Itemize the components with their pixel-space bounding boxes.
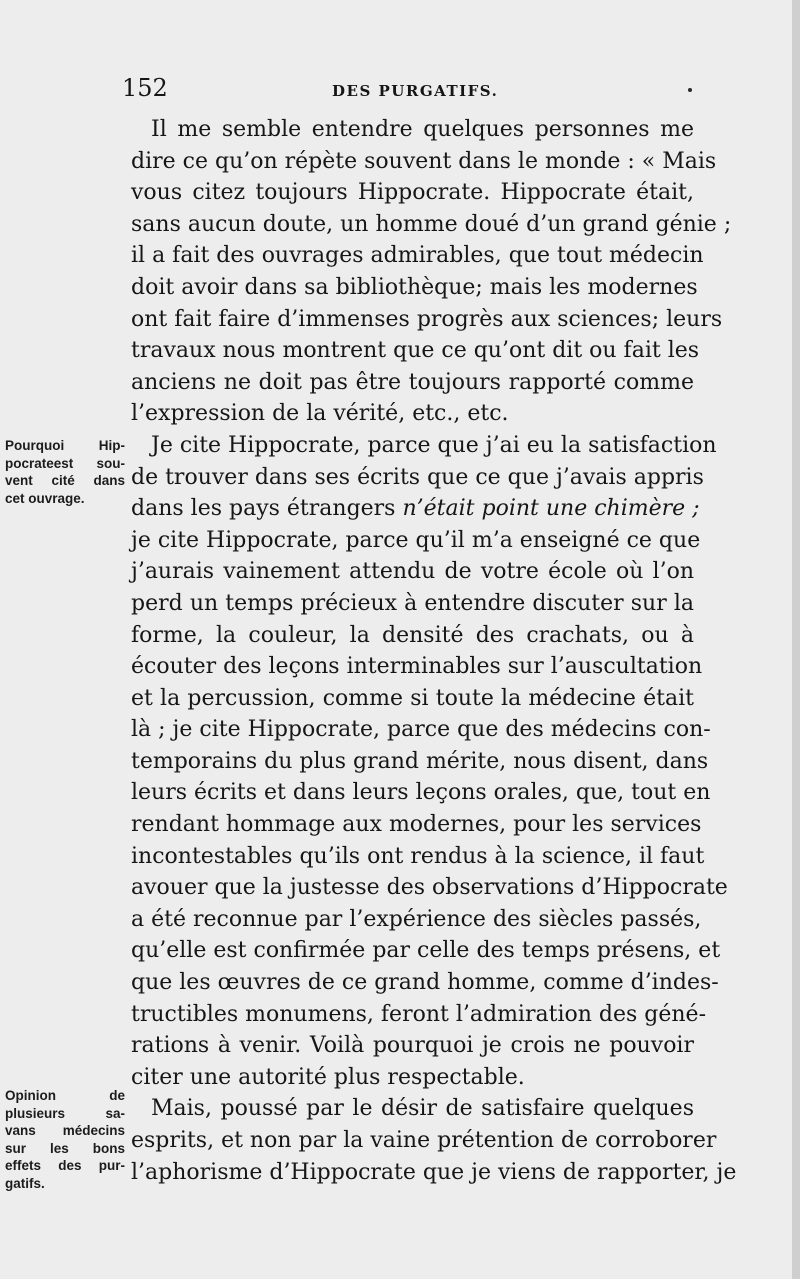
text-line: et la percussion, comme si toute la médecine était xyxy=(131,685,694,711)
margin-note-line: cet ouvrage. xyxy=(5,490,85,506)
running-head: DES PURGATIFS. xyxy=(332,82,499,100)
text-line: Mais, poussé par le désir de satisfaire quelques xyxy=(151,1096,694,1122)
text-line: avouer que la justesse des observations d’Hippocrate xyxy=(131,875,728,901)
text-line: l’aphorisme d’Hippocrate que je viens de rapporter, je xyxy=(131,1159,737,1185)
text-line: sans aucun doute, un homme doué d’un grand génie ; xyxy=(131,211,732,237)
text-line: anciens ne doit pas être toujours rapporté comme xyxy=(131,369,694,395)
text-line: j’aurais vainement attendu de votre école où l’on xyxy=(131,559,694,585)
text-line: écouter des leçons interminables sur l’auscultation xyxy=(131,654,703,680)
text-line: doit avoir dans sa bibliothèque; mais les modernes xyxy=(131,274,698,300)
text-line: a été reconnue par l’expérience des siècles passés, xyxy=(131,906,702,932)
margin-note-line: vans médecins xyxy=(5,1123,125,1138)
margin-note-line: sur les bons xyxy=(5,1140,125,1156)
text-line: leurs écrits et dans leurs leçons orales, que, tout en xyxy=(131,780,711,806)
page-number: 152 xyxy=(122,74,168,102)
text-line: rations à venir. Voilà pourquoi je crois ne pouvoir xyxy=(131,1033,694,1059)
text-line: perd un temps précieux à entendre discuter sur la xyxy=(131,590,694,616)
text-line: ont fait faire d’immenses progrès aux sciences; leurs xyxy=(131,306,723,332)
text-line: que les œuvres de ce grand homme, comme d’indes- xyxy=(131,970,719,996)
margin-note-line: gatifs. xyxy=(5,1175,45,1191)
text-line: vous citez toujours Hippocrate. Hippocrate était, xyxy=(131,180,694,206)
text-line: esprits, et non par la vaine prétention de corroborer xyxy=(131,1128,717,1153)
margin-note-line: vent cité dans xyxy=(5,473,125,488)
margin-note-line: plusieurs sa- xyxy=(5,1105,125,1121)
text-line: temporains du plus grand mérite, nous disent, dans xyxy=(131,748,709,774)
text-line: de trouver dans ses écrits que ce que j’avais appris xyxy=(131,464,704,490)
margin-note-opinion xyxy=(5,1087,125,1192)
margin-note-line: effets des pur- xyxy=(5,1158,125,1173)
text-segment: dans les pays étrangers xyxy=(131,496,396,522)
italic-phrase: n’était point une chimère ; xyxy=(402,496,700,522)
margin-note-hippocrate xyxy=(5,437,125,507)
margin-note-line: pocrateest sou- xyxy=(5,455,125,471)
body-text xyxy=(131,114,737,1188)
page-edge xyxy=(792,0,800,1279)
text-line: Il me semble entendre quelques personnes me xyxy=(151,117,694,142)
text-line: il a fait des ouvrages admirables, que tout médecin xyxy=(131,243,704,269)
text-line-with-italic xyxy=(131,493,700,525)
margin-note-line: Pourquoi Hip- xyxy=(5,438,125,453)
text-line: là ; je cite Hippocrate, parce que des médecins con- xyxy=(131,717,711,743)
text-line: forme, la couleur, la densité des crachats, ou à xyxy=(131,622,694,648)
margin-note-line: Opinion de xyxy=(5,1088,125,1103)
text-line: dire ce qu’on répète souvent dans le monde : « Mais xyxy=(131,148,717,174)
text-line: je cite Hippocrate, parce qu’il m’a enseigné ce que xyxy=(131,527,701,553)
text-line: citer une autorité plus respectable. xyxy=(131,1064,525,1090)
text-line: tructibles monumens, feront l’admiration des géné- xyxy=(131,1001,706,1027)
text-line: incontestables qu’ils ont rendus à la science, il faut xyxy=(131,843,705,869)
text-line: rendant hommage aux modernes, pour les services xyxy=(131,812,702,838)
text-line: qu’elle est confirmée par celle des temps présens, et xyxy=(131,938,721,964)
text-line: Je cite Hippocrate, parce que j’ai eu la satisfaction xyxy=(151,432,717,458)
text-line: l’expression de la vérité, etc., etc. xyxy=(131,401,509,427)
text-line: travaux nous montrent que ce qu’ont dit ou fait les xyxy=(131,338,700,364)
page-header xyxy=(122,74,702,108)
